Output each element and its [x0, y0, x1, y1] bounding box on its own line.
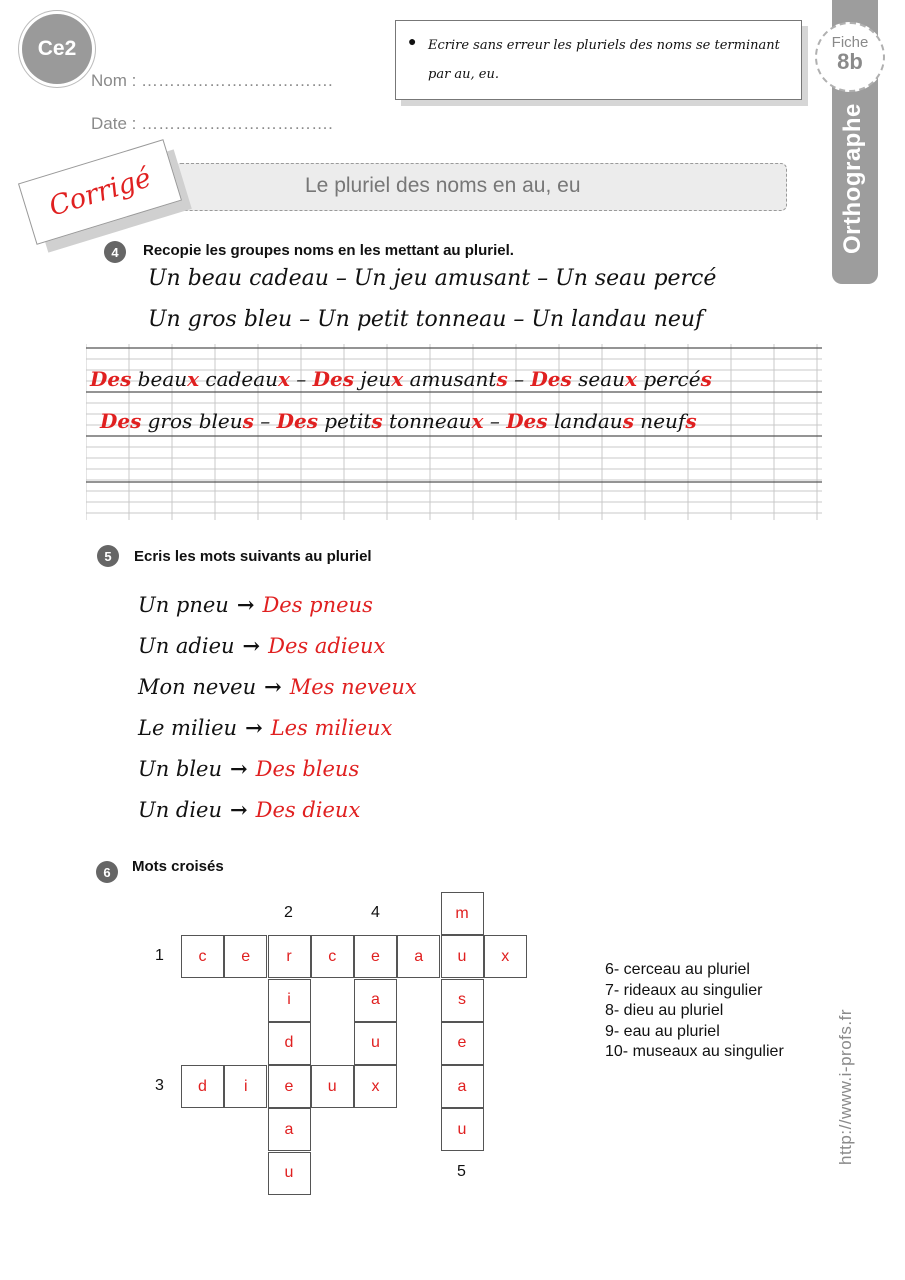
crossword-cell: u [441, 935, 484, 978]
crossword-cell: d [268, 1022, 311, 1065]
answer-line-2 [100, 409, 697, 433]
answer-segment: petit [317, 409, 372, 433]
singular-word: Un adieu [138, 634, 235, 658]
objective-text: Ecrire sans erreur les pluriels des noms se terminant par au, eu. [428, 38, 780, 82]
arrow-right-icon: → [236, 592, 255, 617]
subject-label: Orthographe [839, 103, 866, 254]
plural-item [138, 674, 417, 699]
plural-word: Des pneus [262, 593, 373, 617]
exercise-title: Ecris les mots suivants au pluriel [134, 548, 372, 565]
fiche-badge [815, 22, 885, 92]
clue-item: 10- museaux au singulier [605, 1043, 784, 1060]
plural-word: Des dieux [255, 798, 361, 822]
answer-segment: x [391, 367, 404, 391]
crossword-cell: c [311, 935, 354, 978]
plural-word: Des adieux [268, 634, 386, 658]
crossword-cell: e [354, 935, 397, 978]
exercise-title: Mots croisés [132, 858, 224, 875]
answer-segment: – [507, 367, 531, 391]
crossword-cell: i [224, 1065, 267, 1108]
singular-word: Un pneu [138, 593, 229, 617]
crossword-cell: i [268, 979, 311, 1022]
answer-segment: Des [312, 367, 354, 391]
answer-segment: jeu [354, 367, 392, 391]
crossword-cell: u [268, 1152, 311, 1195]
crossword-cell: e [441, 1022, 484, 1065]
plural-word: Les milieux [270, 716, 393, 740]
answer-segment: Des [506, 409, 548, 433]
crossword-cell: r [268, 935, 311, 978]
answer-segment: cadeau [199, 367, 279, 391]
exercise-number: 5 [97, 545, 119, 567]
answer-segment: x [625, 367, 637, 391]
arrow-right-icon: → [230, 797, 248, 822]
singular-word: Un dieu [138, 798, 223, 822]
clue-item: 7- rideaux au singulier [605, 981, 763, 999]
plural-item [138, 756, 359, 781]
clue-number: 4 [371, 904, 380, 921]
exercise-number: 4 [104, 241, 126, 263]
answer-segment: – [253, 409, 277, 433]
level-badge: Ce2 [22, 14, 92, 84]
plural-item [138, 633, 385, 658]
date-field: Date : ……………………………. [91, 114, 333, 133]
singular-word: Le milieu [138, 716, 238, 740]
answer-segment: x [187, 367, 200, 391]
answer-segment: seau [571, 367, 626, 391]
plural-item [138, 797, 360, 822]
arrow-right-icon: → [230, 756, 248, 781]
bullet-icon: ● [408, 33, 417, 49]
clue-item: 8- dieu au pluriel [605, 1002, 724, 1019]
crossword-cell: u [354, 1022, 397, 1065]
singular-word: Mon neveu [138, 675, 257, 699]
website-url[interactable]: http://www.i-profs.fr [836, 1009, 855, 1165]
crossword-cell: m [441, 892, 484, 935]
answer-segment: amusant [403, 367, 497, 391]
answer-segment: – [483, 409, 507, 433]
answer-segment: x [278, 367, 290, 391]
plural-item [138, 715, 392, 740]
corrige-stamp: Corrigé [18, 139, 182, 245]
answer-segment: Des [276, 409, 318, 433]
plural-item [138, 592, 373, 617]
crossword-cell: a [354, 979, 397, 1022]
model-line: Un beau cadeau – Un jeu amusant – Un seau percé [148, 266, 717, 291]
answer-segment: s [622, 409, 634, 433]
clue-number: 1 [155, 947, 164, 964]
page-title: Le pluriel des noms en au, eu [305, 174, 581, 197]
answer-segment: neuf [633, 409, 686, 433]
crossword-cell: e [268, 1065, 311, 1108]
clue-number: 2 [284, 904, 293, 921]
clue-item: 9- eau au pluriel [605, 1022, 720, 1040]
crossword-cell: x [354, 1065, 397, 1108]
nom-field: Nom : ……………………………. [91, 71, 333, 90]
answer-segment: Des [530, 367, 572, 391]
crossword-cell: d [181, 1065, 224, 1108]
fiche-label: Fiche [831, 34, 869, 51]
answer-segment: x [471, 409, 484, 433]
clue-number: 3 [155, 1077, 164, 1094]
answer-segment: tonneau [382, 409, 472, 433]
crossword-clues [605, 960, 784, 1063]
answer-segment: percé [636, 367, 701, 391]
answer-segment: s [496, 367, 508, 391]
answer-segment: – [289, 367, 313, 391]
crossword-cell: s [441, 979, 484, 1022]
model-line: Un gros bleu – Un petit tonneau – Un landau neuf [148, 307, 704, 332]
crossword-cell: a [268, 1108, 311, 1151]
crossword-cell: u [441, 1108, 484, 1151]
plural-word: Des bleus [255, 757, 360, 781]
arrow-right-icon: → [264, 674, 282, 699]
answer-segment: landau [547, 409, 623, 433]
exercise-title: Recopie les groupes noms en les mettant au pluriel. [143, 242, 514, 259]
crossword-cell: c [181, 935, 224, 978]
clue-item: 6- cerceau au pluriel [605, 961, 750, 978]
answer-segment: s [685, 409, 697, 433]
arrow-right-icon: → [245, 715, 263, 740]
crossword-cell: x [484, 935, 527, 978]
plural-word: Mes neveux [289, 675, 417, 699]
clue-number: 5 [457, 1163, 466, 1180]
answer-segment: beau [131, 367, 188, 391]
fiche-number: 8b [837, 49, 863, 74]
crossword-cell: a [397, 935, 440, 978]
answer-segment: Des [90, 367, 132, 391]
answer-segment: Des [100, 409, 142, 433]
arrow-right-icon: → [242, 633, 261, 658]
exercise-number: 6 [96, 861, 118, 883]
crossword-cell: e [224, 935, 267, 978]
crossword-cell: a [441, 1065, 484, 1108]
answer-segment: gros bleu [141, 409, 243, 433]
crossword-cell: u [311, 1065, 354, 1108]
answer-segment: s [700, 367, 712, 391]
answer-line-1 [90, 367, 712, 391]
singular-word: Un bleu [138, 757, 223, 781]
answer-segment: s [371, 409, 383, 433]
objective-box [395, 20, 802, 100]
answer-segment: s [242, 409, 254, 433]
